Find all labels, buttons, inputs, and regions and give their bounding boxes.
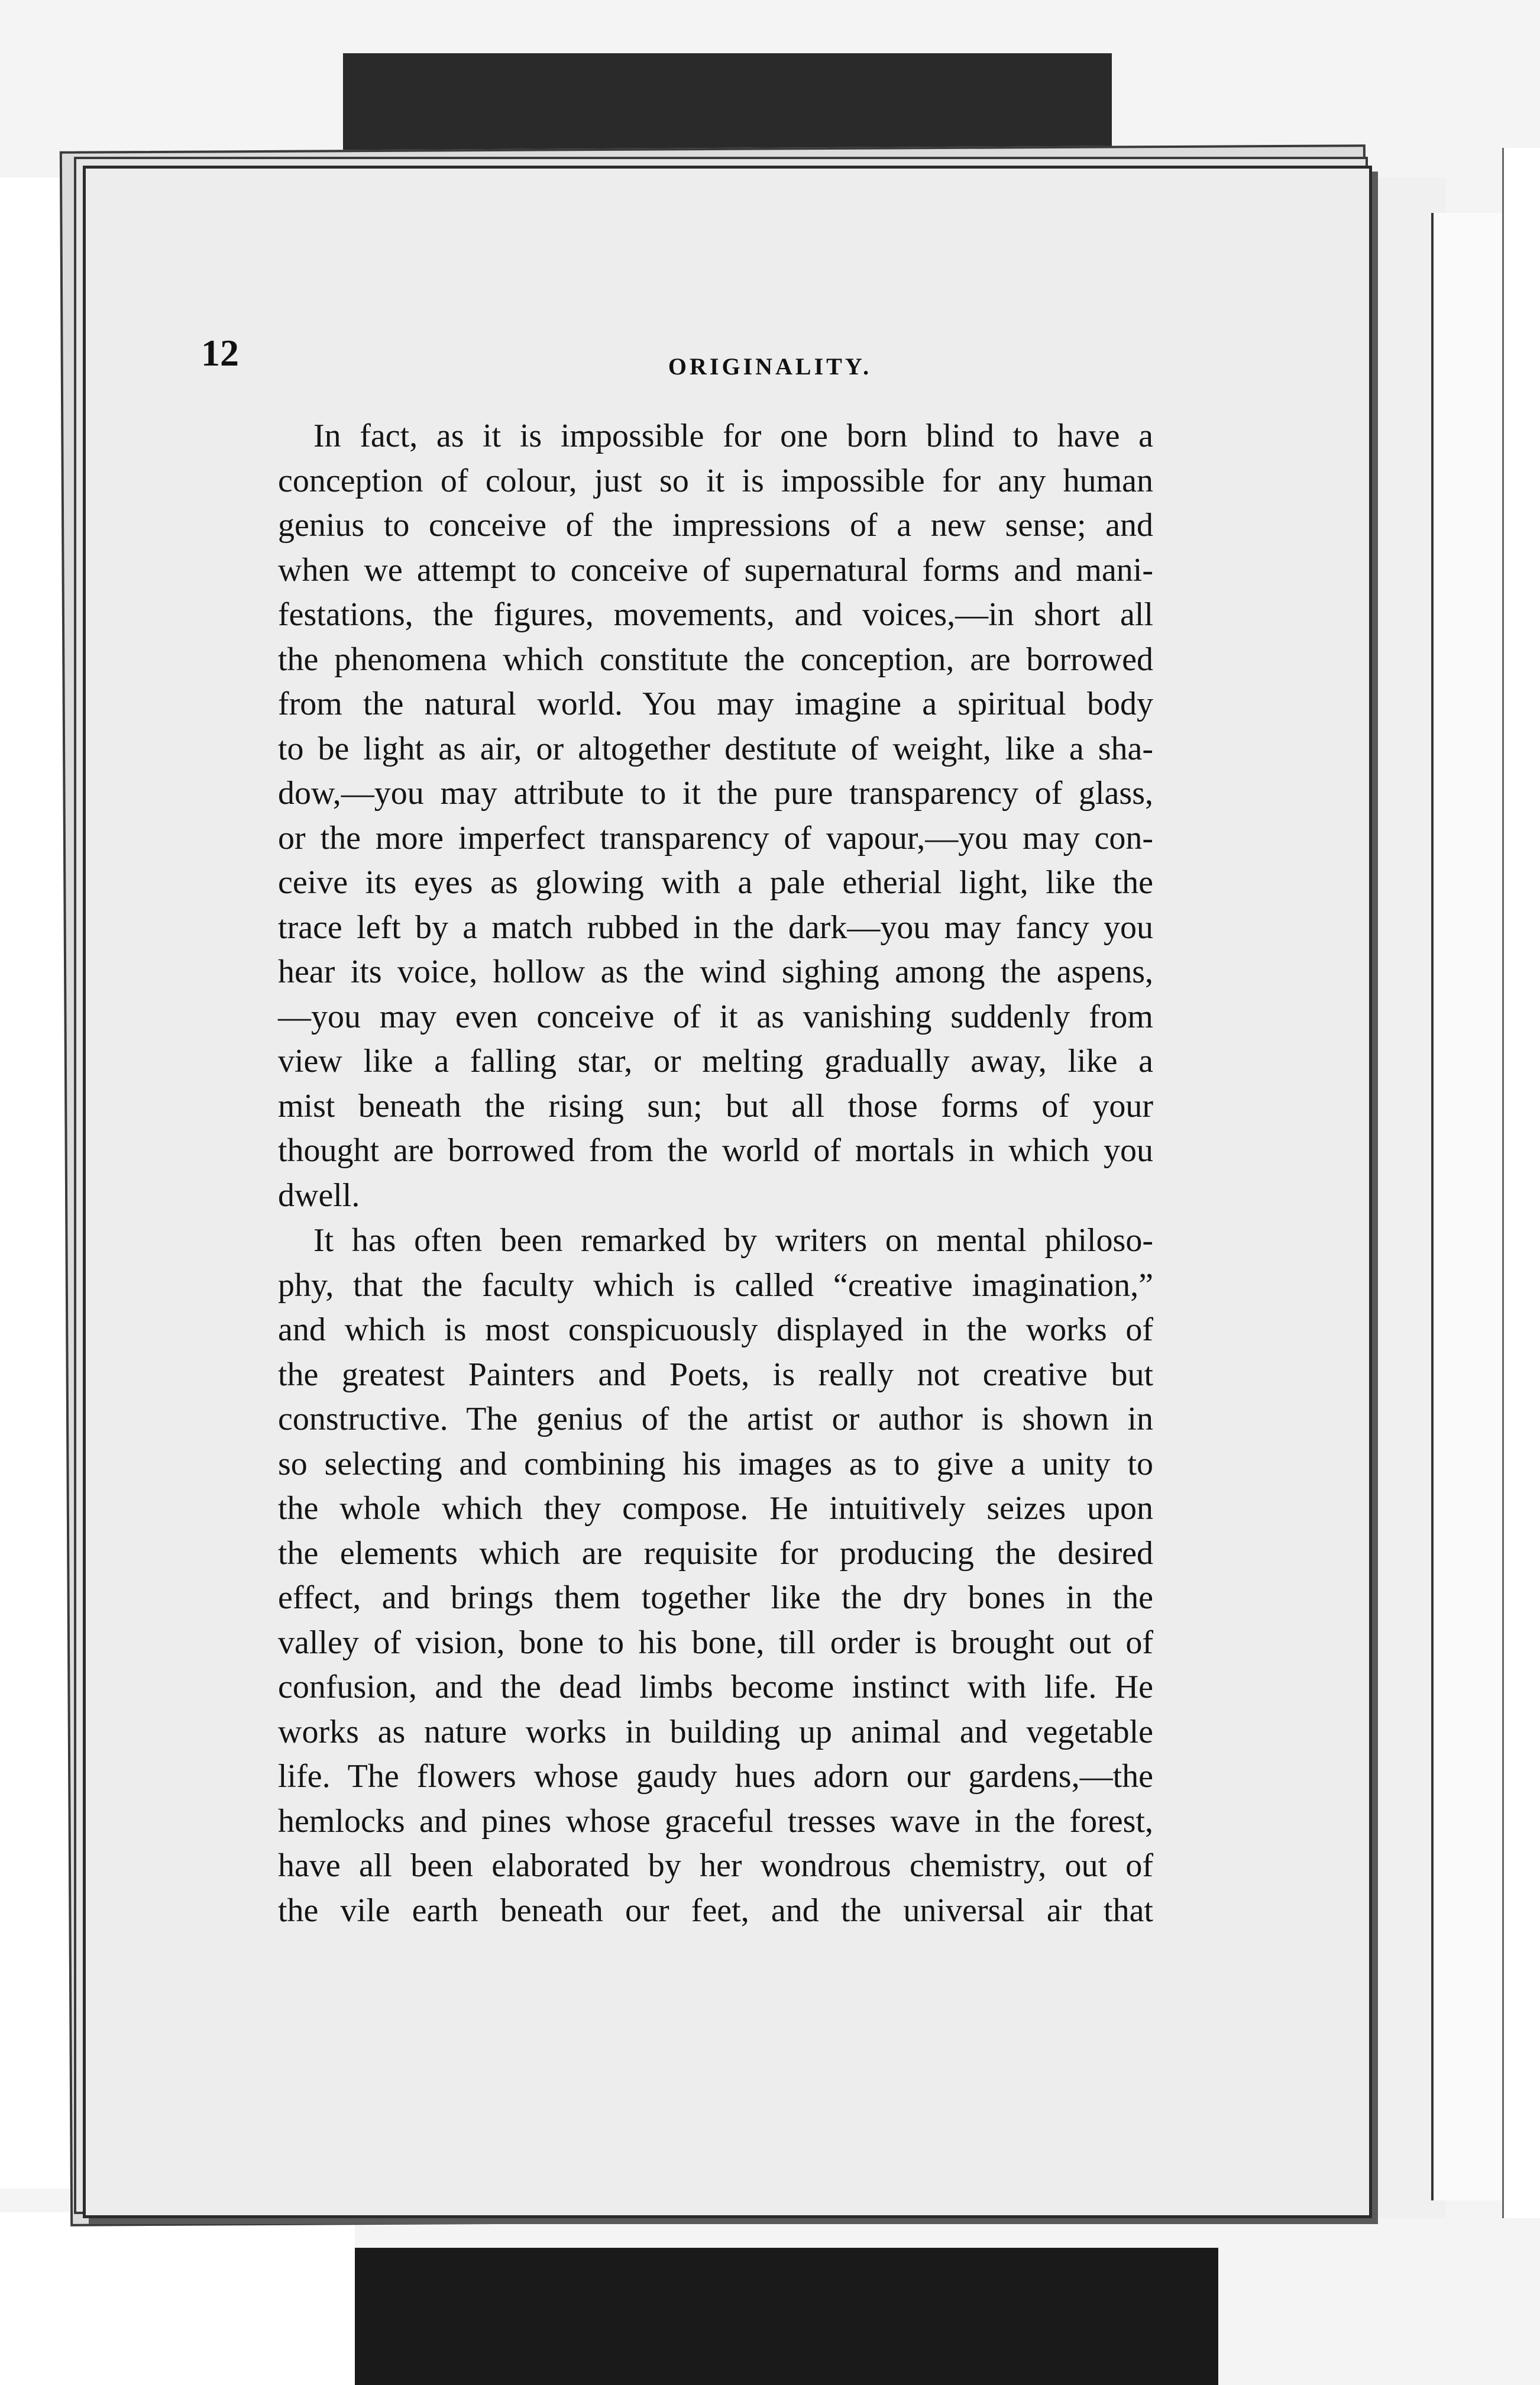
text-line: It has often been remarked by writers on mental philoso- <box>313 1222 1153 1259</box>
text-line: thought are borrowed from the world of mortals in which you <box>278 1132 1153 1169</box>
text-line: the whole which they compose. He intuitively seizes upon <box>278 1490 1153 1527</box>
text-line: the phenomena which constitute the conception, are borrowed <box>278 641 1153 678</box>
text-line: so selecting and combining his images as to give a unity to <box>278 1445 1153 1482</box>
text-line: the greatest Painters and Poets, is really not creative but <box>278 1356 1153 1393</box>
text-line: In fact, as it is impossible for one born blind to have a <box>313 418 1153 454</box>
film-margin-bottom-left <box>0 2212 355 2385</box>
text-line: hear its voice, hollow as the wind sighing among the aspens, <box>278 954 1153 990</box>
text-line: dow,—you may attribute to it the pure transparency of glass, <box>278 775 1153 812</box>
text-line: dwell. <box>278 1177 360 1214</box>
text-line: conception of colour, just so it is impossible for any human <box>278 462 1153 499</box>
text-line: —you may even conceive of it as vanishing suddenly from <box>278 998 1153 1035</box>
text-line: effect, and brings them together like the dry bones in the <box>278 1579 1153 1616</box>
text-line: the elements which are requisite for producing the desired <box>278 1534 1153 1572</box>
text-line: when we attempt to conceive of supernatural forms and mani- <box>278 551 1153 589</box>
text-line: festations, the figures, movements, and voices,—in short all <box>278 596 1153 633</box>
text-line: view like a falling star, or melting gradually away, like a <box>278 1043 1153 1080</box>
text-line: have all been elaborated by her wondrous chemistry, out of <box>278 1847 1153 1884</box>
text-line: mist beneath the rising sun; but all those forms of your <box>278 1087 1153 1124</box>
film-margin-left <box>0 177 71 2189</box>
paragraph-1 <box>278 414 1153 1218</box>
text-line: confusion, and the dead limbs become instinct with life. He <box>278 1669 1153 1705</box>
page-edge-strip <box>1502 148 1540 2218</box>
text-line: constructive. The genius of the artist or author is shown in <box>278 1401 1153 1437</box>
text-line: genius to conceive of the impressions of a new sense; and <box>278 507 1153 544</box>
text-line: life. The flowers whose gaudy hues adorn our gardens,—the <box>278 1758 1153 1795</box>
text-line: trace left by a match rubbed in the dark—you may fancy you <box>278 909 1153 946</box>
text-line: and which is most conspicuously displayed in the works of <box>278 1311 1153 1348</box>
text-line: to be light as air, or altogether destitute of weight, like a sha- <box>278 730 1153 767</box>
text-line: phy, that the faculty which is called “creative imagination,” <box>278 1266 1153 1304</box>
text-line: or the more imperfect transparency of vapour,—you may con- <box>278 819 1153 857</box>
paragraph-2 <box>278 1219 1153 1933</box>
running-head: ORIGINALITY. <box>668 353 872 380</box>
text-line: from the natural world. You may imagine a spiritual body <box>278 686 1153 722</box>
text-line: valley of vision, bone to his bone, till order is brought out of <box>278 1624 1153 1661</box>
page-number: 12 <box>201 332 239 374</box>
text-line: works as nature works in building up animal and vegetable <box>278 1713 1153 1750</box>
text-line: ceive its eyes as glowing with a pale etherial light, like the <box>278 864 1153 901</box>
film-backdrop-bottom <box>331 2248 1218 2385</box>
text-line: hemlocks and pines whose graceful tresses wave in the forest, <box>278 1802 1153 1840</box>
text-line: the vile earth beneath our feet, and the universal air that <box>278 1892 1153 1929</box>
